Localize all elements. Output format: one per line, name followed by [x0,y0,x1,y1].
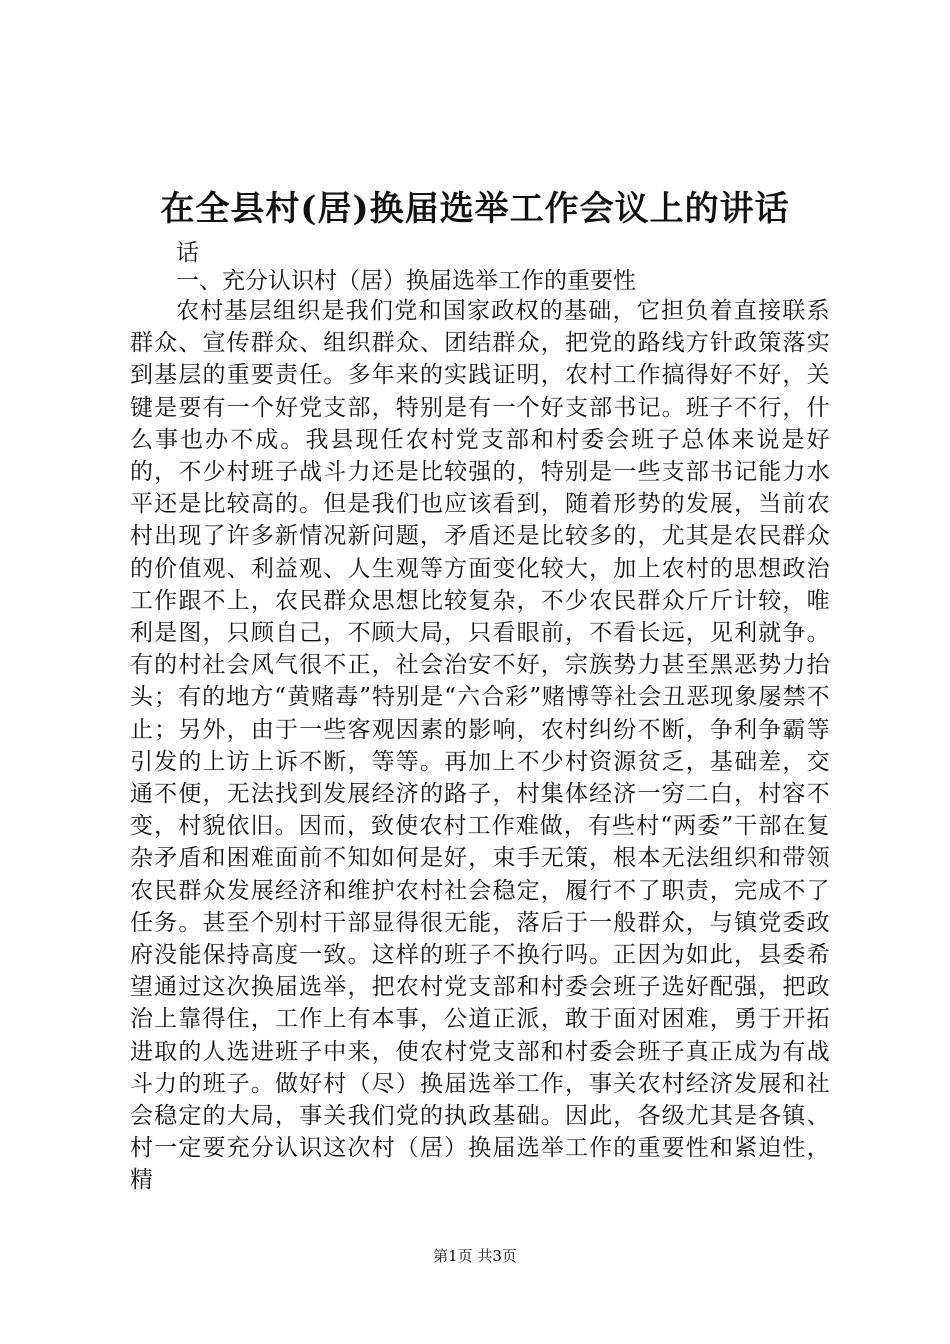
page-number: 第1页 共3页 [433,1247,517,1265]
body-paragraph: 农村基层组织是我们党和国家政权的基础，它担负着直接联系群众、宣传群众、组织群众、团结群众，把党的路线方针政策落实到基层的重要责任。多年来的实践证明，农村工作搞得好不好，关键是要有一个好党支部，特别是有一个好支部书记。班子不行，什么事也办不成。我县现任农村党支部和村委会班子总体来说是好的，不少村班子战斗力还是比较强的，特别是一些支部书记能力水平还是比较高的。但是我们也应该看到，随着形势的发展，当前农村出现了许多新情况新问题，矛盾还是比较多的，尤其是农民群众的价值观、利益观、人生观等方面变化较大，加上农村的思想政治工作跟不上，农民群众思想比较复杂，不少农民群众斤斤计较，唯利是图，只顾自己，不顾大局，只看眼前，不看长远，见利就争。有的村社会风气很不正，社会治安不好，宗族势力甚至黑恶势力抬头；有的地方“黄赌毒”特别是“六合彩”赌博等社会丑恶现象屡禁不止；另外，由于一些客观因素的影响，农村纠纷不断，争利争霸等引发的上访上诉不断，等等。再加上不少村资源贫乏，基础差，交通不便，无法找到发展经济的路子，村集体经济一穷二白，村容不变，村貌依旧。因而，致使农村工作难做，有些村“两委”干部在复杂矛盾和困难面前不知如何是好，束手无策，根本无法组织和带领农民群众发展经济和维护农村社会稳定，履行不了职责，完成不了任务。甚至个别村干部显得很无能，落后于一般群众，与镇党委政府没能保持高度一致。这样的班子不换行吗。正因为如此，县委希望通过这次换届选举，把农村党支部和村委会班子选好配强，把政治上靠得住，工作上有本事，公道正派，敢于面对困难，勇于开拓进取的人选进班子中来，使农村党支部和村委会班子真正成为有战斗力的班子。做好村（尽）换届选举工作，事关农村经济发展和社会稳定的大局，事关我们党的执政基础。因此，各级尤其是各镇、村一定要充分认识这次村（居）换届选举工作的重要性和紧迫性，精 [130,298,830,1194]
section-heading: 一、充分认识村（居）换届选举工作的重要性 [176,268,636,294]
text-fragment: 话 [176,240,199,266]
document-title: 在全县村(居)换届选举工作会议上的讲话 [160,189,790,229]
